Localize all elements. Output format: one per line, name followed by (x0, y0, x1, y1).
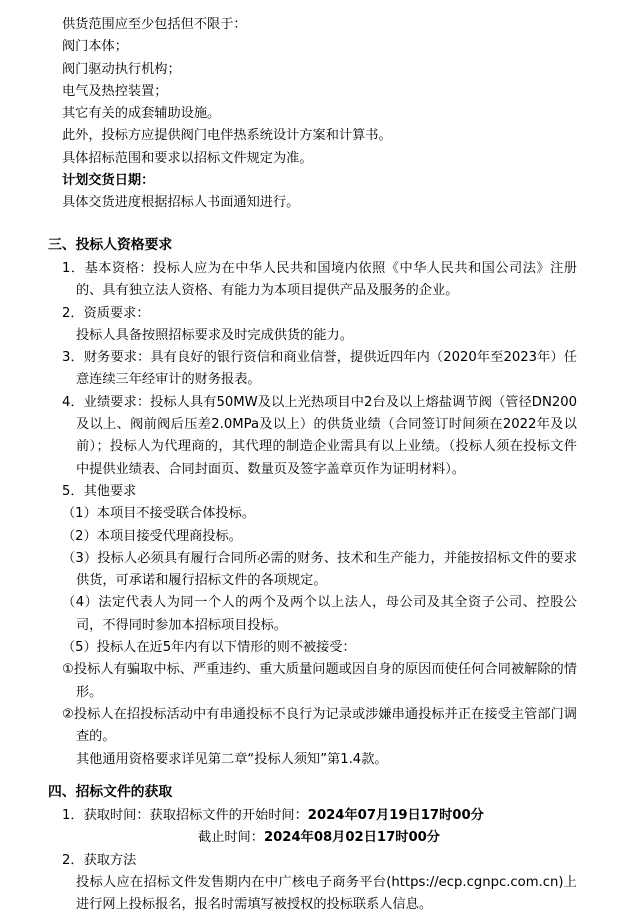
qualification-item: ②投标人在招投标活动中有串通投标不良行为记录或涉嫌串通投标并正在接受主管部门调查的。 (62, 706, 577, 745)
qualification-item: （1）本项目不接受联合体投标。 (62, 506, 256, 522)
section-heading-bidder-qualifications: 三、投标人资格要求 (48, 236, 173, 253)
qualification-item: 1．基本资格：投标人应为在中华人民共和国境内依照《中华人民共和国公司法》注册的、具有独立法人资格、有能力为本项目提供产品及服务的企业。 (62, 260, 577, 299)
delivery-date-title: 计划交货日期： (62, 173, 155, 189)
deadline-time: 2024年08月02日17时00分 (263, 830, 440, 846)
supply-scope-line: 此外，投标方应提供阀门电伴热系统设计方案和计算书。 (62, 128, 392, 144)
acquire-method-body: 投标人应在招标文件发售期内在中广核电子商务平台(https://ecp.cgnpc.com.cn)上进行网上投标报名，报名时需填写被授权的投标联系人信息。 (76, 874, 577, 913)
qualification-item: （5）投标人在近5年内有以下情形的则不被接受： (62, 640, 356, 656)
supply-scope-line: 其它有关的成套辅助设施。 (62, 106, 221, 122)
qualification-item: （4）法定代表人为同一个人的两个及两个以上法人，母公司及其全资子公司、控股公司，不得同时参加本招标项目投标。 (62, 595, 577, 633)
deadline-label: 截止时间： (198, 830, 264, 846)
supply-scope-line: 阀门本体； (62, 39, 128, 55)
acquire-method-label: 2．获取方法 (62, 852, 137, 868)
section-heading-document-acquisition: 四、招标文件的获取 (48, 783, 173, 800)
qualification-item: 其他通用资格要求详见第二章“投标人须知”第1.4款。 (76, 751, 388, 767)
qualification-item: （3）投标人必须具有履行合同所必需的财务、技术和生产能力，并能按招标文件的要求供货，可承诺和履行招标文件的各项规定。 (62, 550, 577, 589)
qualification-item: 5．其他要求 (62, 483, 137, 499)
deadline-row (48, 827, 577, 849)
qualification-item: 投标人具备按照招标要求及时完成供货的能力。 (76, 327, 353, 343)
qualification-item: 3．财务要求：具有良好的银行资信和商业信誉，提供近四年内（2020年至2023年）任意连续三年经审计的财务报表。 (62, 350, 577, 388)
acquire-start-time: 2024年07月19日17时00分 (307, 808, 484, 824)
qualification-item: 4．业绩要求：投标人具有50MW及以上光热项目中2台及以上熔盐调节阀（管径DN200及以上、阀前阀后压差2.0MPa及以上）的供货业绩（合同签订时间须在2022年及以前）；投标人为代理商的，其代理的制造企业需具有以上业绩。（投标人须在投标文件中提供业绩表、合同封面页、数量页及签字盖章页作为证明材料）。 (62, 394, 577, 477)
section3-body (48, 258, 577, 771)
supply-scope-line: 电气及热控装置； (62, 83, 168, 99)
section-spacer (48, 215, 577, 224)
qualification-item: （2）本项目接受代理商投标。 (62, 528, 242, 544)
qualification-item: 2．资质要求： (62, 305, 150, 321)
supply-scope-line: 供货范围应至少包括但不限于： (62, 17, 247, 32)
supply-scope-line: 具体招标范围和要求以招标文件规定为准。 (62, 150, 313, 166)
acquire-time-label: 1．获取时间：获取招标文件的开始时间： (62, 808, 308, 824)
supply-scope-block (48, 14, 577, 170)
qualification-item: ①投标人有骗取中标、严重违约、重大质量问题或因自身的原因而使任何合同被解除的情形。 (62, 662, 577, 700)
delivery-date-body: 具体交货进度根据招标人书面通知进行。 (62, 195, 300, 211)
supply-scope-line: 阀门驱动执行机构； (62, 61, 181, 77)
acquire-time-row (48, 805, 577, 827)
